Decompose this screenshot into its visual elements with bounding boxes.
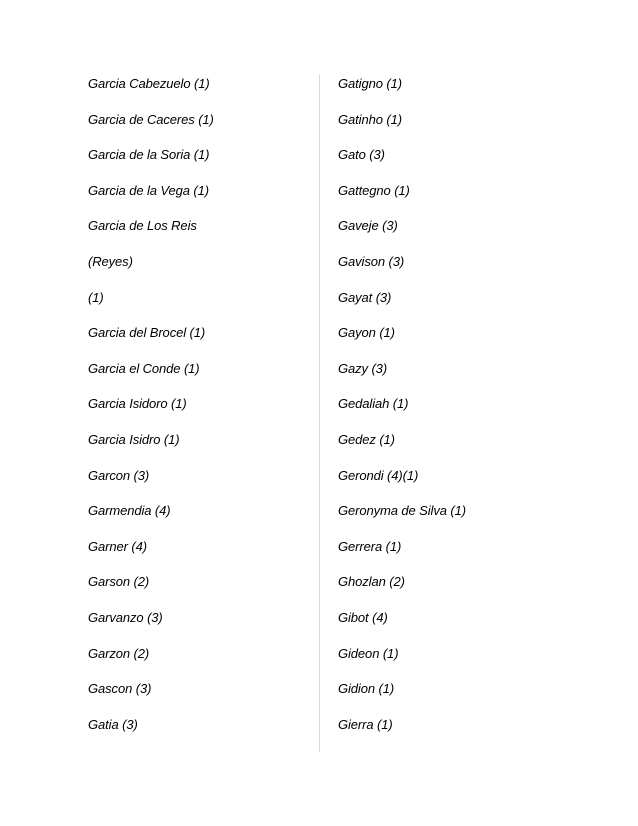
surname-list-left bbox=[88, 74, 308, 750]
list-item: Garzon (2) bbox=[88, 645, 150, 661]
list-item: Gato (3) bbox=[338, 147, 385, 163]
list-item: Geronyma de Silva (1) bbox=[338, 503, 466, 519]
surname-list-right bbox=[338, 74, 588, 750]
list-item: Gierra (1) bbox=[338, 716, 393, 732]
list-item: Gatinho (1) bbox=[338, 111, 402, 127]
list-item: (1) bbox=[88, 289, 104, 305]
list-item: Garcia el Conde (1) bbox=[88, 360, 200, 376]
list-item: Garcia Cabezuelo (1) bbox=[88, 76, 210, 91]
list-item: Gascon (3) bbox=[88, 681, 152, 697]
list-item: Garcia Isidoro (1) bbox=[88, 396, 187, 412]
list-item: Gattegno (1) bbox=[338, 182, 410, 198]
list-item: Gazy (3) bbox=[338, 360, 388, 376]
list-item: Gidion (1) bbox=[338, 681, 395, 697]
list-item: Gavison (3) bbox=[338, 253, 405, 269]
list-item: Garson (2) bbox=[88, 574, 150, 590]
list-item: Gedaliah (1) bbox=[338, 396, 409, 412]
list-item: Garcia del Brocel (1) bbox=[88, 325, 206, 341]
list-item: Gerrera (1) bbox=[338, 538, 402, 554]
list-item: Gibot (4) bbox=[338, 609, 388, 625]
list-item: Gayon (1) bbox=[338, 325, 395, 341]
column-divider bbox=[319, 74, 320, 752]
list-item: Gedez (1) bbox=[338, 431, 395, 447]
list-item: Gayat (3) bbox=[338, 289, 392, 305]
list-item: Gatia (3) bbox=[88, 716, 138, 732]
list-item: Garcia Isidro (1) bbox=[88, 431, 180, 447]
list-item: Garmendia (4) bbox=[88, 503, 171, 519]
list-item: Garvanzo (3) bbox=[88, 609, 163, 625]
list-item: Gatigno (1) bbox=[338, 76, 402, 91]
list-item: Garcia de Los Reis bbox=[88, 218, 197, 234]
list-item: Garcia de la Vega (1) bbox=[88, 182, 209, 198]
list-item: Garcon (3) bbox=[88, 467, 150, 483]
list-item: Ghozlan (2) bbox=[338, 574, 405, 590]
list-item: Gerondi (4)(1) bbox=[338, 467, 419, 483]
list-item: Garcia de Caceres (1) bbox=[88, 111, 214, 127]
list-item: Garcia de la Soria (1) bbox=[88, 147, 210, 163]
list-item: (Reyes) bbox=[88, 253, 133, 269]
list-item: Garner (4) bbox=[88, 538, 147, 554]
list-item: Gaveje (3) bbox=[338, 218, 398, 234]
list-item: Gideon (1) bbox=[338, 645, 399, 661]
